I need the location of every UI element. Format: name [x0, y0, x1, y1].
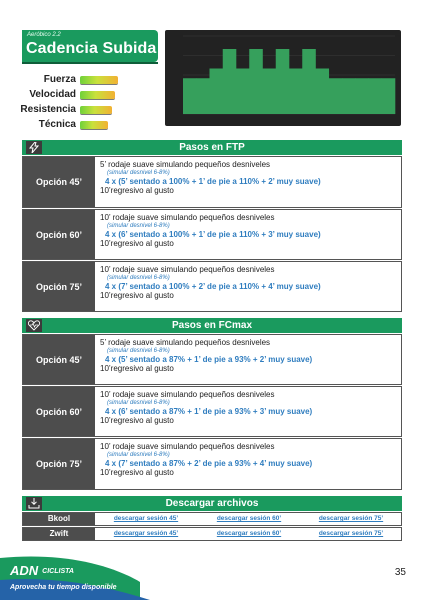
option-description [100, 213, 400, 249]
slope-note: (simular desnivel 6-8%) [107, 275, 170, 281]
option-label: Opción 45’ [23, 335, 95, 384]
chart-segment [249, 49, 263, 114]
warmup-text: 10’ rodaje suave simulando pequeños desniveles [100, 265, 275, 274]
chart-segment [236, 69, 250, 115]
chart-segment [183, 78, 197, 114]
logo-tag: CICLISTA [42, 568, 74, 575]
section-header-ftp [22, 140, 402, 155]
section-title: Pasos en FTP [179, 142, 245, 153]
main-set: 4 x (6’ sentado a 100% + 1’ de pie a 110% + 3’ muy suave) [105, 230, 321, 239]
page-number: 35 [394, 567, 406, 578]
attribute-row-tecnica [10, 119, 170, 131]
workout-category: Aeróbico 2.2 [27, 32, 61, 38]
fcmax-option-row [22, 386, 402, 437]
attribute-bar [80, 91, 115, 99]
attribute-label: Fuerza [43, 74, 76, 85]
download-link-60[interactable]: descargar sesión 60’ [216, 530, 282, 537]
attribute-row-velocidad [10, 89, 170, 101]
platform-label: Bkool [23, 513, 95, 525]
option-description [100, 160, 400, 196]
download-link-75[interactable]: descargar sesión 75’ [318, 530, 384, 537]
main-set: 4 x (6’ sentado a 87% + 1’ de pie a 93% + 3’ muy suave) [105, 407, 313, 416]
attribute-label: Técnica [38, 119, 76, 130]
attribute-bar [80, 76, 118, 84]
chart-segment [342, 78, 356, 114]
section-title: Descargar archivos [165, 498, 259, 509]
option-description [100, 338, 400, 374]
chart-segment [263, 69, 277, 115]
adn-ciclista-logo [10, 563, 76, 578]
cooldown-text: 10’regresivo al gusto [100, 186, 174, 195]
heart-rate-icon [26, 319, 42, 332]
option-label: Opción 60’ [23, 387, 95, 436]
chart-segment [302, 49, 316, 114]
chart-segment [382, 78, 396, 114]
slope-note: (simular desnivel 6-8%) [107, 400, 170, 406]
logo-text: ADN [10, 563, 39, 578]
title-underline [22, 62, 158, 64]
chart-segment [329, 78, 343, 114]
warmup-text: 5’ rodaje suave simulando pequeños desniveles [100, 160, 271, 169]
option-label: Opción 45’ [23, 157, 95, 207]
attribute-row-resistencia [10, 104, 170, 116]
option-description [100, 265, 400, 301]
main-set: 4 x (7’ sentado a 100% + 2’ de pie a 110% + 4’ muy suave) [105, 282, 321, 291]
ftp-option-row [22, 261, 402, 312]
download-link-45[interactable]: descargar sesión 45’ [113, 515, 179, 522]
attribute-label: Velocidad [29, 89, 76, 100]
platform-label: Zwift [23, 528, 95, 540]
download-row-bkool [22, 512, 402, 526]
fcmax-option-row [22, 438, 402, 490]
warmup-text: 5’ rodaje suave simulando pequeños desniveles [100, 338, 271, 347]
cooldown-text: 10’regresivo al gusto [100, 364, 174, 373]
cooldown-text: 10’regresivo al gusto [100, 239, 174, 248]
section-header-downloads [22, 496, 402, 511]
chart-segment [276, 49, 290, 114]
slope-note: (simular desnivel 6-8%) [107, 170, 170, 176]
attribute-bar [80, 121, 108, 129]
chart-segment [210, 69, 224, 115]
download-link-60[interactable]: descargar sesión 60’ [216, 515, 282, 522]
bolt-icon [26, 141, 42, 154]
ftp-option-row [22, 209, 402, 260]
slope-note: (simular desnivel 6-8%) [107, 223, 170, 229]
chart-segment [355, 78, 369, 114]
cooldown-text: 10’regresivo al gusto [100, 468, 174, 477]
footer-tagline: Aprovecha tu tiempo disponible [10, 584, 117, 591]
workout-profile-chart [165, 30, 401, 126]
chart-segment [289, 69, 303, 115]
option-label: Opción 75’ [23, 262, 95, 311]
ftp-option-row [22, 156, 402, 208]
slope-note: (simular desnivel 6-8%) [107, 348, 170, 354]
cooldown-text: 10’regresivo al gusto [100, 416, 174, 425]
warmup-text: 10’ rodaje suave simulando pequeños desniveles [100, 213, 275, 222]
chart-segment [223, 49, 237, 114]
fcmax-option-row [22, 334, 402, 385]
option-description [100, 390, 400, 426]
option-label: Opción 75’ [23, 439, 95, 489]
download-icon [26, 497, 42, 510]
main-set: 4 x (7’ sentado a 87% + 2’ de pie a 93% + 4’ muy suave) [105, 459, 313, 468]
slope-note: (simular desnivel 6-8%) [107, 452, 170, 458]
main-set: 4 x (5’ sentado a 100% + 1’ de pie a 110% + 2’ muy suave) [105, 177, 321, 186]
cooldown-text: 10’regresivo al gusto [100, 291, 174, 300]
attribute-label: Resistencia [20, 104, 76, 115]
attribute-row-fuerza [10, 74, 170, 86]
option-label: Opción 60’ [23, 210, 95, 259]
option-description [100, 442, 400, 478]
section-title: Pasos en FCmax [171, 320, 253, 331]
chart-segment [316, 69, 330, 115]
workout-title: Cadencia Subida [26, 40, 157, 57]
download-link-75[interactable]: descargar sesión 75’ [318, 515, 384, 522]
attribute-bar [80, 106, 112, 114]
download-link-45[interactable]: descargar sesión 45’ [113, 530, 179, 537]
section-header-fcmax [22, 318, 402, 333]
download-row-zwift [22, 527, 402, 541]
warmup-text: 10’ rodaje suave simulando pequeños desniveles [100, 442, 275, 451]
chart-segment [369, 78, 383, 114]
chart-svg [165, 30, 401, 126]
workout-title-block [22, 30, 158, 62]
main-set: 4 x (5’ sentado a 87% + 1’ de pie a 93% + 2’ muy suave) [105, 355, 313, 364]
warmup-text: 10’ rodaje suave simulando pequeños desniveles [100, 390, 275, 399]
chart-segment [196, 78, 210, 114]
